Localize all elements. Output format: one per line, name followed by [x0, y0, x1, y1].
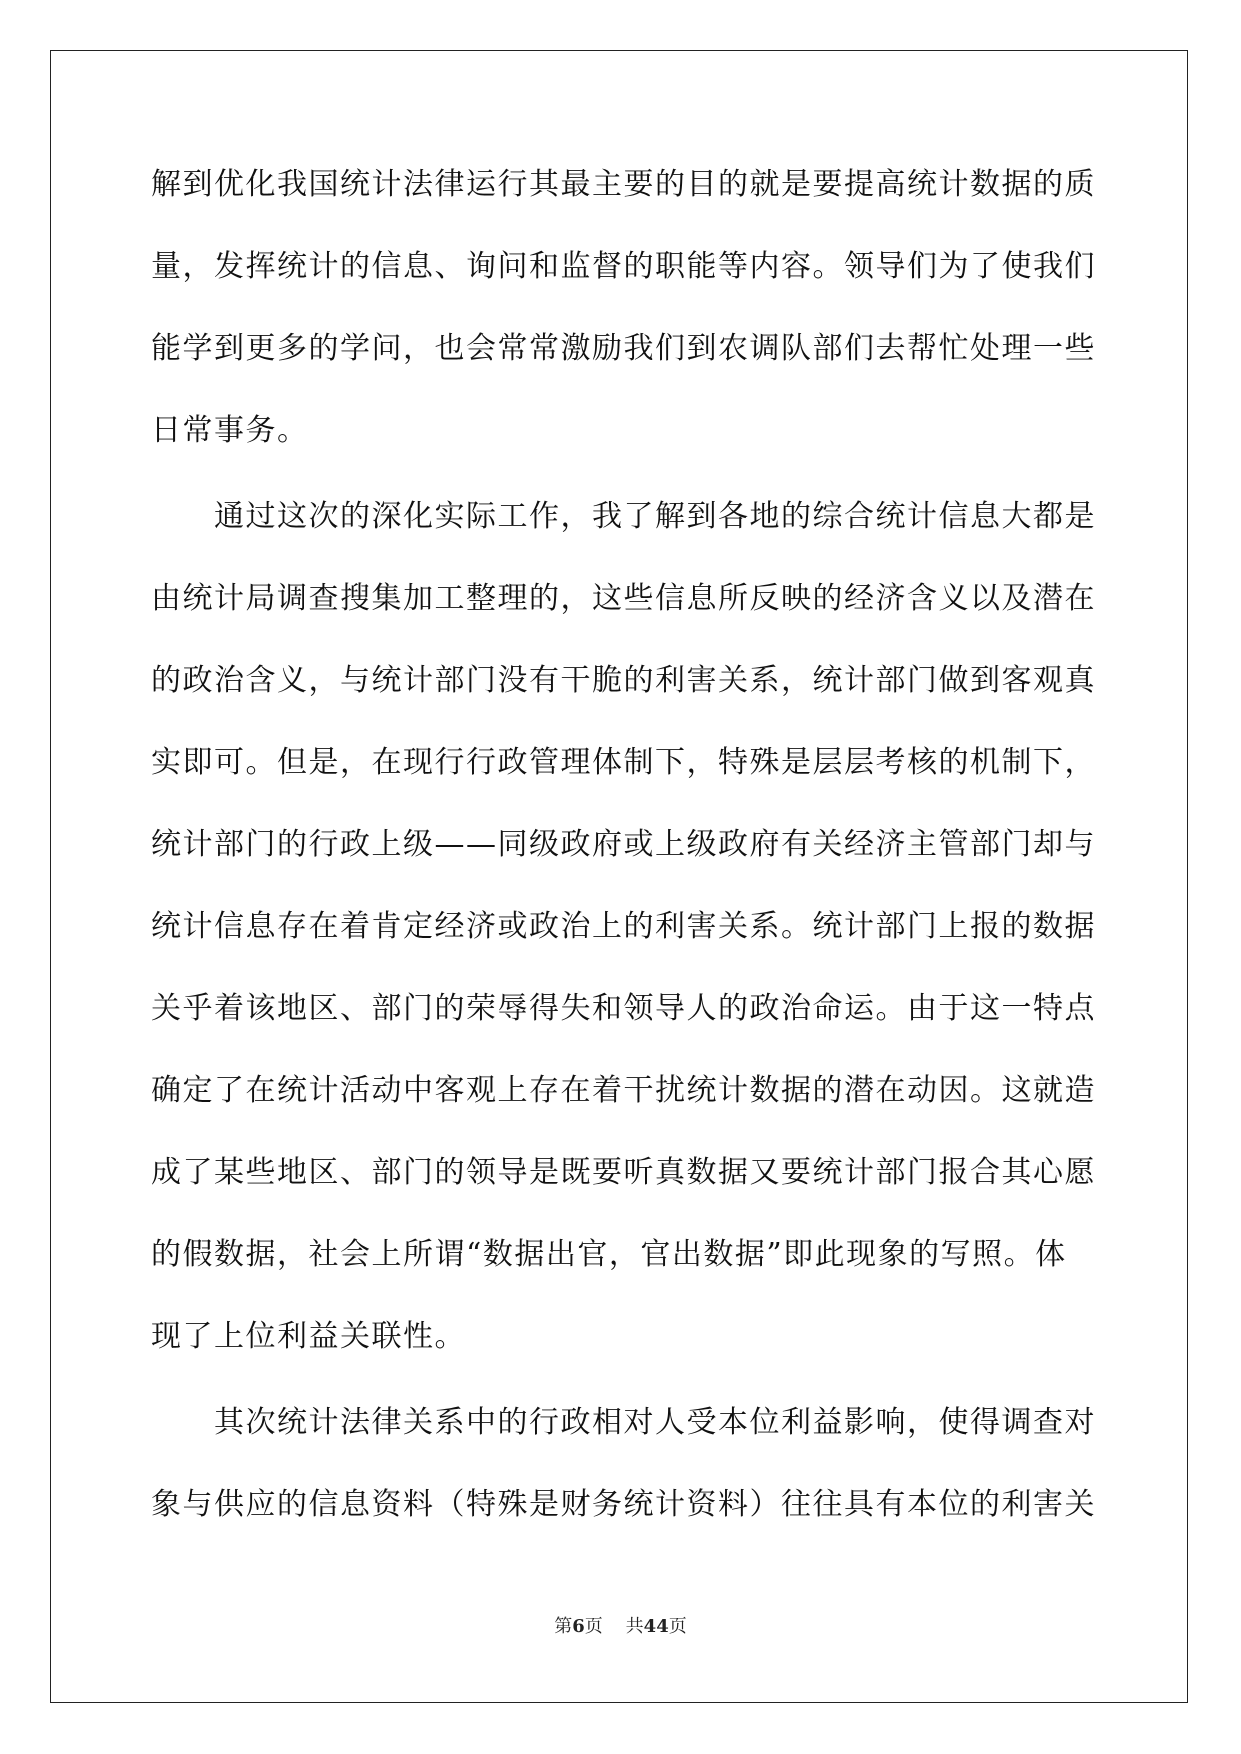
- page-prefix: 第: [554, 1616, 573, 1637]
- text-line: 的政治含义，与统计部门没有干脆的利害关系，统计部门做到客观真: [151, 663, 1096, 698]
- text-line: 成了某些地区、部门的领导是既要听真数据又要统计部门报合其心愿: [151, 1155, 1096, 1190]
- text-line: 日常事务。: [151, 413, 309, 448]
- page-number: 6: [572, 1616, 585, 1637]
- text-line: 确定了在统计活动中客观上存在着干扰统计数据的潜在动因。这就造: [151, 1073, 1096, 1108]
- text-line: 关乎着该地区、部门的荣辱得失和领导人的政治命运。由于这一特点: [151, 991, 1096, 1026]
- text-line: 象与供应的信息资料（特殊是财务统计资料）往往具有本位的利害关: [151, 1487, 1096, 1522]
- paragraph-start-line: 通过这次的深化实际工作，我了解到各地的综合统计信息大都是: [214, 499, 1096, 534]
- text-line: 现了上位利益关联性。: [151, 1319, 466, 1354]
- page-footer: [0, 1612, 1241, 1638]
- text-line: 能学到更多的学问，也会常常激励我们到农调队部们去帮忙处理一些: [151, 331, 1096, 366]
- text-line: 统计信息存在着肯定经济或政治上的利害关系。统计部门上报的数据: [151, 909, 1096, 944]
- page-suffix: 页: [584, 1616, 603, 1637]
- text-line: 量，发挥统计的信息、询问和监督的职能等内容。领导们为了使我们: [151, 249, 1096, 284]
- total-pages: 44: [643, 1616, 669, 1637]
- text-line: 实即可。但是，在现行行政管理体制下，特殊是层层考核的机制下，: [151, 745, 1096, 780]
- document-body: [151, 157, 1096, 1559]
- paragraph-start-line: 其次统计法律关系中的行政相对人受本位利益影响，使得调查对: [214, 1405, 1096, 1440]
- text-line: 的假数据，社会上所谓“数据出官，官出数据”即此现象的写照。体: [151, 1237, 1067, 1272]
- text-line: 解到优化我国统计法律运行其最主要的目的就是要提高统计数据的质: [151, 167, 1096, 202]
- text-line: 统计部门的行政上级——同级政府或上级政府有关经济主管部门却与: [151, 827, 1096, 862]
- total-prefix: 共: [625, 1616, 644, 1637]
- text-line: 由统计局调查搜集加工整理的，这些信息所反映的经济含义以及潜在: [151, 581, 1096, 616]
- total-suffix: 页: [668, 1616, 687, 1637]
